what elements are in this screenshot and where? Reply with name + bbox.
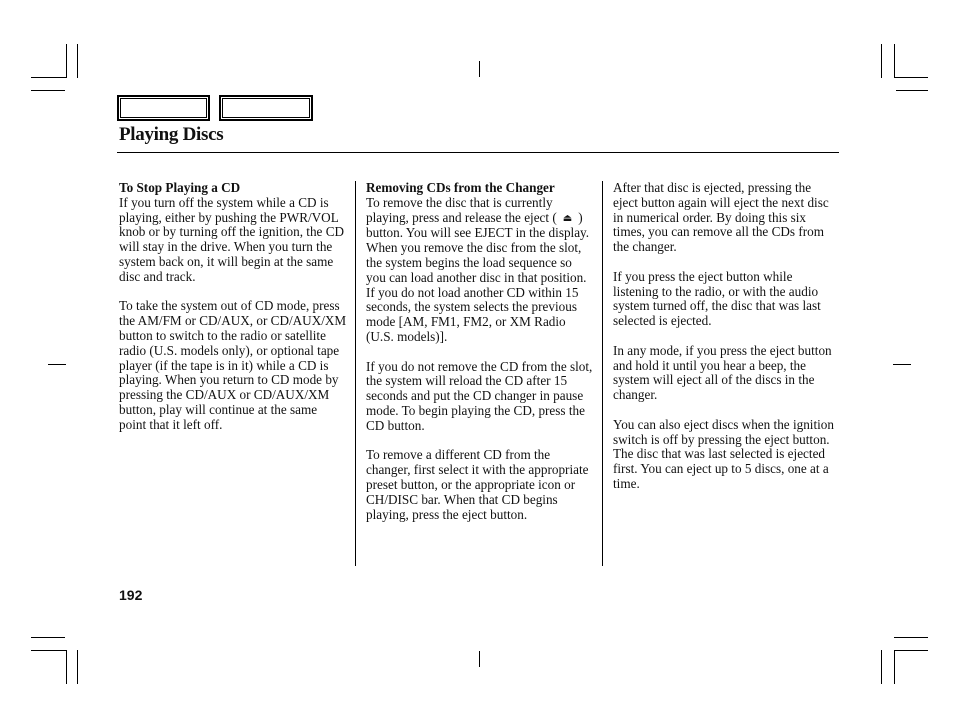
eject-icon: ⏏ <box>562 212 573 224</box>
page-title: Playing Discs <box>119 124 224 145</box>
header-tab-box-2 <box>219 95 313 121</box>
crop-mark-br-v1 <box>881 650 882 684</box>
crop-mark-right-center <box>893 364 911 365</box>
crop-mark-tr-h2 <box>896 90 928 91</box>
crop-mark-tr-v2 <box>894 44 895 78</box>
column-3 <box>613 181 837 507</box>
paragraph-text: To remove the disc that is currently playing, press and release the eject ( <box>366 194 557 225</box>
paragraph: If you turn off the system while a CD is playing, either by pushing the PWR/VOL knob or by turning off the ignition, the CD will stay in the drive. When you turn the system back on, it will begin at the same disc and track. <box>119 194 345 284</box>
crop-mark-bl-h2 <box>31 650 67 651</box>
paragraph: If you press the eject button while listening to the radio, or with the audio system turned off, the disc that was last selected is ejected. <box>613 268 821 329</box>
header-tab-box-1 <box>117 95 210 121</box>
crop-mark-bl-v2 <box>77 650 78 684</box>
column-2 <box>366 181 594 537</box>
title-rule <box>117 152 839 153</box>
column-1 <box>119 181 347 447</box>
section-heading-removing-cds: Removing CDs from the Changer <box>366 180 555 195</box>
crop-mark-tl-h1 <box>31 77 67 78</box>
crop-mark-tr-h1 <box>894 77 928 78</box>
paragraph: If you do not remove the CD from the slot, the system will reload the CD after 15 seconds and put the CD changer in pause mode. To begin playing the CD, press the CD button. <box>366 358 593 433</box>
crop-mark-br-v2 <box>894 650 895 684</box>
crop-mark-tr-v1 <box>881 44 882 78</box>
crop-mark-tl-v1 <box>66 44 67 78</box>
crop-mark-tl-h2 <box>31 90 65 91</box>
paragraph: To take the system out of CD mode, press the AM/FM or CD/AUX, or CD/AUX/XM button to switch to the radio or satellite radio (U.S. models only), or optional tape player (if the tape is in it) while a CD is playing. When you return to CD mode by pressing the CD/AUX or CD/AUX/XM button, play will continue at the same point that it left off. <box>119 298 347 432</box>
crop-mark-br-h2 <box>894 650 928 651</box>
section-heading-stop-playing: To Stop Playing a CD <box>119 180 241 195</box>
crop-mark-tl-v2 <box>77 44 78 78</box>
paragraph: You can also eject discs when the ignition switch is off by pressing the eject button. The disc that was last selected is ejected first. You can eject up to 5 discs, one at a time. <box>613 416 834 491</box>
page-number: 192 <box>119 587 143 603</box>
column-divider-2 <box>602 181 603 566</box>
crop-mark-left-center <box>48 364 66 365</box>
crop-mark-bottom-center <box>479 651 480 667</box>
paragraph-text: ) button. You will see EJECT in the display. When you remove the disc from the slot, the system begins the load sequence so you can load another disc in that position. If you do not load another CD within 15 seconds, the system selects the previous mode [AM, FM1, FM2, or XM Radio (U.S. models)]. <box>366 209 590 344</box>
paragraph: After that disc is ejected, pressing the eject button again will eject the next disc in numerical order. By doing this six times, you can remove all the CDs from the changer. <box>613 180 829 255</box>
paragraph <box>366 196 594 345</box>
crop-mark-top-center <box>479 61 480 77</box>
crop-mark-bl-h1 <box>31 637 65 638</box>
paragraph: To remove a different CD from the changer, first select it with the appropriate preset button, or the appropriate icon or CH/DISC bar. When that CD begins playing, press the eject button. <box>366 447 589 522</box>
crop-mark-br-h1 <box>894 637 928 638</box>
column-divider-1 <box>355 181 356 566</box>
crop-mark-bl-v1 <box>66 650 67 684</box>
paragraph: In any mode, if you press the eject button and hold it until you hear a beep, the system will eject all of the discs in the changer. <box>613 342 832 403</box>
